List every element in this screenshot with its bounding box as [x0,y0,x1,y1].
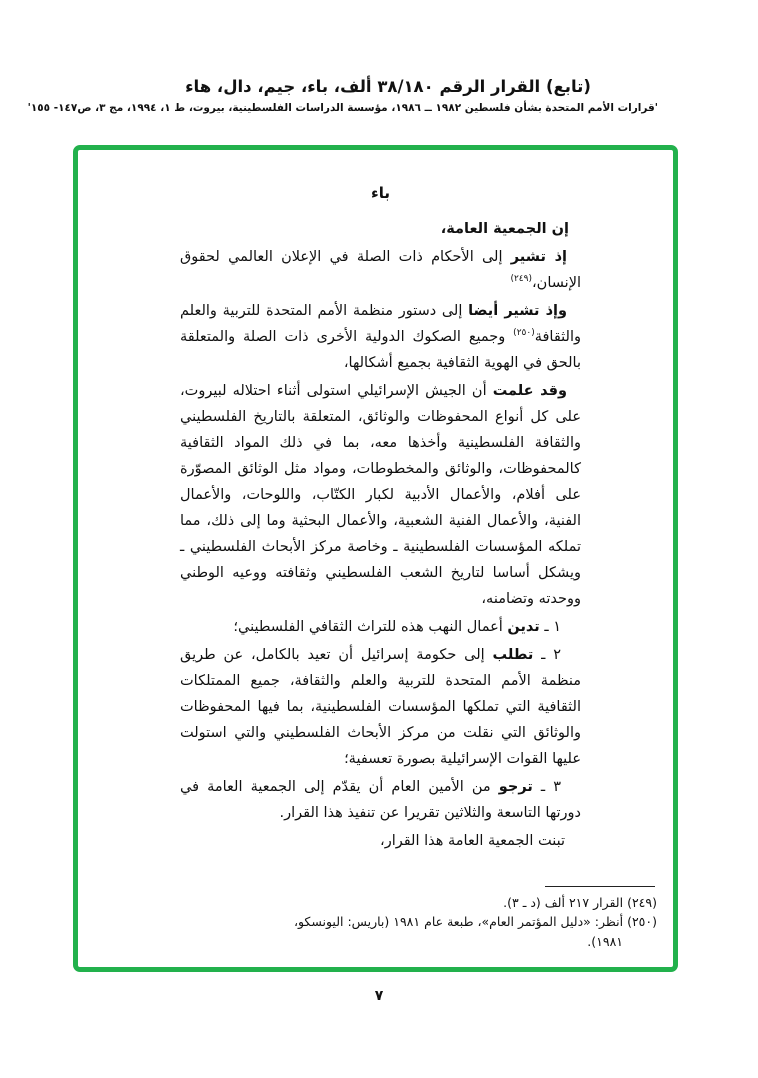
operative-text: أعمال النهب هذه للتراث الثقافي الفلسطيني؛ [233,619,503,635]
preamble-lead: إذ تشير [510,249,567,265]
operative-text: من الأمين العام أن يقدّم إلى الجمعية العامة في دورتها التاسعة والثلاثين تقريرا عن تنفيذ هذا القرار. [180,779,581,821]
footnote-ref-250: (٢٥٠) [513,328,535,338]
footnotes-block [78,886,673,968]
resolution-body [78,150,673,856]
operative-number: ٢ ـ [541,647,562,663]
operative-text: إلى حكومة إسرائيل أن تعيد بالكامل، عن طريق منظمة الأمم المتحدة للتربية والعلم والثقافة، جميع الممتلكات الثقافية التي تملكها المؤسسات الفلسطينية، بما فيها المحفوظات والوثائق التي نقلت من مركز الأبحاث الفلسطيني والتي استولت عليها القوات الإسرائيلية بصورة تعسفية؛ [180,647,581,767]
document-frame [73,145,678,972]
preamble-paragraph [180,244,581,296]
page-number: ٧ [374,988,384,1004]
preamble-text: إلى دستور منظمة الأمم المتحدة للتربية والعلم والثقافة [180,303,582,345]
preamble-text: إلى الأحكام ذات الصلة في الإعلان العالمي لحقوق الإنسان، [180,249,581,291]
footnote-249: (٢٤٩) القرار ٢١٧ ألف (د ـ ٣). [503,894,657,910]
footnote-ref-249: (٢٤٩) [510,274,532,284]
operative-lead: ترجو [498,779,533,795]
preamble-paragraph [180,378,581,612]
section-heading: باء [371,184,390,202]
operative-number: ٣ ـ [540,779,562,795]
operative-paragraph-2 [180,642,581,772]
operative-number: ١ ـ [544,619,561,635]
preamble-opening: إن الجمعية العامة، [440,221,569,237]
operative-paragraph-3 [180,774,581,826]
source-citation: 'قرارات الأمم المتحدة بشأن فلسطين ١٩٨٢ ــ ١٩٨٦، مؤسسة الدراسات الفلسطينية، بيروت، ط ١، ١٩٩٤، مج ٣، ص١٤٧- ١٥٥' [27,102,658,114]
preamble-lead: وقد علمت [492,383,567,399]
preamble-paragraph [180,298,581,376]
operative-lead: تطلب [492,647,534,663]
preamble-text-continued: وجميع الصكوك الدولية الأخرى ذات الصلة والمتعلقة بالحق في الهوية الثقافية بجميع أشكالها، [180,329,581,371]
preamble-text: أن الجيش الإسرائيلي استولى أثناء احتلاله لبيروت، على كل أنواع المحفوظات والوثائق، المتعلقة بالتاريخ الفلسطيني والثقافة الفلسطينية وأخذها معه، بما في ذلك المواد الثقافية كالمحفوظات، والوثائق والمخطوطات، ومواد مثل الوثائق المصوّرة على أفلام، والأعمال الأدبية لكبار الكتّاب، واللوحات، والأعمال الفنية، والأعمال الفنية الشعبية، والأعمال البحثية وما إلى ذلك، مما تملكه المؤسسات الفلسطينية ـ وخاصة مركز الأبحاث الفلسطيني ـ ويشكل أساسا لتاريخ الشعب الفلسطيني وثقافته ووعيه الوطني ووحدته وتضامنه، [180,383,581,607]
footnote-250-continuation: ١٩٨١). [587,933,623,949]
preamble-lead: وإذ تشير أيضا [468,303,567,319]
footnote-separator [545,886,655,887]
page-header [27,76,658,116]
operative-paragraph-1 [180,614,581,640]
footnote-250: (٢٥٠) أنظر: «دليل المؤتمر العام»، طبعة عام ١٩٨١ (باريس: اليونسكو، [293,914,657,929]
adoption-note: تبنت الجمعية العامة هذا القرار، [380,833,565,849]
resolution-continuation-title: (تابع) القرار الرقم ٣٨/١٨٠ ألف، باء، جيم، دال، هاء [185,77,591,96]
operative-lead: تدين [507,619,540,635]
